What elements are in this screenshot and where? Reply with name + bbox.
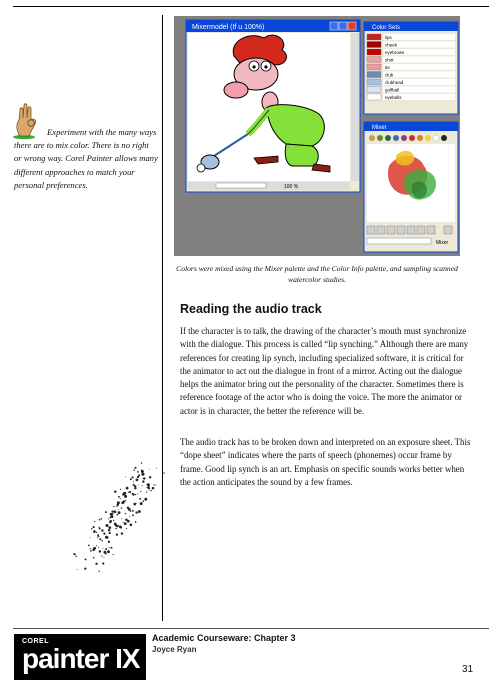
splatter-dot: [126, 528, 127, 529]
splatter-dot: [150, 490, 151, 491]
splatter-dot: [99, 528, 101, 530]
splatter-dot: [124, 522, 127, 525]
splatter-dot: [117, 514, 119, 516]
splatter-dot: [115, 528, 117, 530]
splatter-dot: [118, 509, 119, 510]
splatter-dot: [129, 491, 131, 493]
vertical-scrollbar[interactable]: [351, 33, 359, 181]
close-button[interactable]: [348, 22, 356, 30]
splatter-dot: [85, 558, 87, 560]
splatter-dot: [114, 510, 117, 513]
splatter-dot: [111, 510, 113, 512]
splatter-dot: [118, 496, 120, 498]
splatter-dot: [141, 470, 144, 473]
splatter-dot: [121, 532, 123, 534]
splatter-dot: [108, 518, 109, 519]
color-set-name: golfball: [385, 87, 400, 93]
splatter-dot: [97, 534, 99, 536]
color-set-name: cheek: [385, 42, 398, 48]
minimize-button[interactable]: [330, 22, 338, 30]
splatter-dot: [132, 493, 134, 495]
color-swatch[interactable]: [367, 94, 381, 100]
color-set-row[interactable]: [367, 34, 455, 40]
color-swatch[interactable]: [367, 57, 381, 63]
color-swatch[interactable]: [367, 79, 381, 85]
splatter-dot: [102, 548, 103, 549]
splatter-dot: [144, 498, 147, 501]
splatter-dot: [130, 523, 133, 526]
splatter-dot: [120, 526, 122, 528]
color-set-row[interactable]: [367, 49, 455, 55]
logo-product-text: [22, 643, 140, 675]
figure-screenshot: [174, 16, 460, 256]
splatter-dot: [134, 483, 135, 484]
splatter-dot: [113, 506, 114, 507]
body-paragraph-1: If the character is to talk, the drawing of the character’s mouth must synchronize with the dialogue. This process is called “lip synching.” Although there are many references for creating lip synch, including specialized software, it is critical for the animator to act out the dialogue in front of a mirror. Acting out the dialogue helps the animator bring out the personality of the character. Sometimes there is reference footage of the actor who is doing the voice. The more the animator or actor is in character, the better the reference will be.: [180, 326, 469, 416]
color-swatch[interactable]: [367, 72, 381, 78]
splatter-dot: [163, 472, 164, 473]
splatter-dot: [93, 530, 96, 533]
splatter-dot: [135, 511, 137, 513]
splatter-dot: [108, 541, 110, 543]
color-set-row[interactable]: [367, 42, 455, 48]
sidebar-tip-text: Experiment with the many ways there are to mix color. There is no right or wrong way. Corel Painter allows many different approaches to match your personal preferences.: [14, 127, 158, 190]
splatter-dot: [99, 538, 101, 540]
color-set-list: [367, 34, 455, 100]
splatter-dot: [133, 481, 134, 482]
splatter-dot: [137, 471, 139, 473]
splatter-dot: [135, 494, 136, 495]
mixer-zoom-slider[interactable]: [367, 238, 431, 244]
splatter-dot: [127, 506, 129, 508]
splatter-dot: [77, 569, 78, 570]
splatter-dot: [142, 485, 143, 486]
splatter-dot: [117, 506, 118, 507]
corel-painter-logo: [14, 634, 146, 680]
color-set-name: tie: [385, 65, 390, 70]
splatter-dot: [94, 521, 95, 522]
splatter-dot: [101, 540, 103, 542]
mixer-zoom-label: Mixer: [436, 240, 449, 246]
color-swatch[interactable]: [367, 64, 381, 70]
splatter-dot: [152, 487, 155, 490]
color-set-name: eyeballs: [385, 95, 402, 100]
splatter-dot: [98, 547, 99, 548]
splatter-dot: [155, 484, 156, 485]
course-author: Joyce Ryan: [152, 645, 197, 654]
splatter-dot: [121, 507, 122, 508]
splatter-dot: [147, 483, 150, 486]
color-swatch[interactable]: [367, 49, 381, 55]
splatter-dot: [98, 527, 99, 528]
splatter-dot: [93, 557, 95, 559]
splatter-dot: [103, 533, 105, 535]
figure-caption: Colors were mixed using the Mixer palette and the Color Info palette, and sampling scanned watercolor studies.: [176, 264, 458, 284]
splatter-dot: [120, 498, 121, 499]
splatter-dot: [91, 528, 93, 530]
splatter-dot: [93, 547, 96, 550]
splatter-dot: [125, 513, 126, 514]
color-set-name: club: [385, 72, 394, 78]
color-set-name: lips: [385, 35, 392, 40]
splatter-dot: [132, 514, 134, 516]
splatter-dot: [156, 468, 157, 469]
splatter-dot: [124, 495, 127, 498]
splatter-dot: [128, 492, 129, 493]
splatter-dot: [142, 500, 144, 502]
splatter-dot: [134, 485, 136, 487]
splatter-dot: [137, 493, 138, 494]
painter-screenshot-graphic: [174, 16, 460, 256]
splatter-dot: [109, 517, 110, 518]
splatter-dot: [125, 500, 126, 501]
splatter-dot: [101, 529, 103, 531]
splatter-dot: [113, 520, 114, 521]
splatter-dot: [135, 503, 136, 504]
splatter-dot: [108, 526, 111, 529]
splatter-dot: [141, 462, 143, 464]
splatter-dot: [140, 491, 141, 492]
splatter-dot: [136, 479, 139, 482]
splatter-dot: [133, 469, 135, 471]
splatter-dot: [102, 562, 104, 564]
footer-rule: [13, 628, 489, 629]
splatter-dot: [105, 536, 107, 538]
splatter-dot: [99, 519, 100, 520]
splatter-dot: [132, 476, 134, 478]
splatter-dot: [125, 519, 128, 522]
splatter-dot: [123, 492, 126, 495]
status-bar: [188, 182, 350, 190]
splatter-dot: [98, 536, 99, 537]
color-set-name: eyebrows: [385, 50, 405, 55]
splatter-dot: [95, 563, 97, 565]
splatter-dot: [138, 510, 141, 513]
splatter-dot: [98, 571, 99, 572]
color-sets-title: Color Sets: [372, 25, 401, 31]
splatter-dot: [138, 474, 140, 476]
splatter-dot: [90, 548, 91, 549]
top-rule: [13, 6, 489, 7]
splatter-dot: [116, 533, 118, 535]
splatter-dot: [149, 489, 150, 490]
color-swatch[interactable]: [367, 34, 381, 40]
splatter-dot: [96, 545, 97, 546]
logo-corel-text: COREL: [22, 638, 49, 645]
splatter-dot: [110, 515, 113, 518]
splatter-dot: [84, 567, 86, 569]
splatter-dot: [90, 550, 92, 552]
color-set-row[interactable]: [367, 94, 455, 100]
splatter-dot: [149, 469, 150, 470]
splatter-dot: [146, 491, 147, 492]
doc-zoom-label: 100 %: [284, 184, 299, 190]
splatter-dot: [103, 557, 104, 558]
mixer-title: Mixer: [372, 125, 387, 131]
splatter-dot: [96, 532, 97, 533]
splatter-dot: [133, 511, 134, 512]
body-paragraph-2: The audio track has to be broken down and interpreted on an exposure sheet. This “dope sheet” indicates where the parts of speech (phonemes) occur frame by frame. Good lip synch is an art. Emphasis on specific sounds works better when the action anticipates the sound by a few frames.: [180, 437, 471, 487]
splatter-dot: [75, 555, 77, 557]
splatter-dot: [90, 537, 91, 538]
splatter-dot: [110, 513, 111, 514]
splatter-dot: [143, 473, 145, 475]
splatter-dot: [118, 525, 119, 526]
splatter-dot: [73, 553, 75, 555]
splatter-dot: [120, 489, 121, 490]
color-set-row[interactable]: [367, 64, 455, 70]
splatter-dot: [113, 554, 114, 555]
splatter-dot: [146, 487, 147, 488]
splatter-dot: [105, 548, 107, 550]
logo-product-name: painter: [22, 643, 109, 674]
splatter-dot: [140, 502, 143, 505]
color-set-name: clubhead: [385, 80, 404, 85]
splatter-dot: [109, 547, 110, 548]
splatter-dot: [135, 521, 137, 523]
splatter-dot: [109, 532, 111, 534]
splatter-dot: [130, 478, 132, 480]
page-number: 31: [462, 664, 474, 675]
splatter-dot: [97, 536, 98, 537]
splatter-dot: [93, 526, 95, 528]
splatter-dot: [123, 500, 126, 503]
splatter-dot: [143, 478, 144, 479]
splatter-dot: [101, 555, 102, 556]
zoom-slider[interactable]: [216, 183, 266, 188]
splatter-dot: [105, 511, 107, 513]
splatter-dot: [105, 552, 107, 554]
splatter-dot: [125, 476, 126, 477]
paint-splatter-decoration: [70, 458, 170, 578]
splatter-dot: [117, 501, 120, 504]
splatter-dot: [139, 498, 141, 500]
splatter-dot: [106, 524, 109, 527]
splatter-dot: [130, 510, 132, 512]
splatter-dot: [142, 480, 144, 482]
section-heading: Reading the audio track: [180, 302, 322, 316]
doc-window-title: Mixermodel (If u 100%): [192, 24, 265, 31]
splatter-dot: [149, 476, 151, 478]
splatter-dot: [153, 484, 154, 485]
splatter-dot: [101, 518, 103, 520]
splatter-dot: [115, 524, 117, 526]
splatter-dot: [88, 545, 90, 547]
color-set-row[interactable]: [367, 79, 455, 85]
sidebar-tip: [14, 126, 158, 192]
color-set-row[interactable]: [367, 72, 455, 78]
splatter-dot: [119, 511, 120, 512]
splatter-dot: [134, 467, 136, 469]
splatter-dot: [112, 513, 114, 515]
logo-version: IX: [115, 643, 140, 674]
splatter-dot: [109, 521, 111, 523]
color-swatch[interactable]: [367, 87, 381, 93]
color-swatch[interactable]: [367, 42, 381, 48]
course-title: Academic Courseware: Chapter 3: [152, 633, 296, 643]
splatter-dot: [123, 522, 124, 523]
maximize-button[interactable]: [339, 22, 347, 30]
splatter-dot: [129, 516, 130, 517]
color-set-name: shirt: [385, 57, 394, 63]
splatter-dot: [108, 529, 110, 531]
splatter-dot: [114, 490, 116, 492]
color-set-row[interactable]: [367, 57, 455, 63]
splatter-dot: [126, 487, 129, 490]
splatter-dot: [107, 550, 110, 553]
color-set-row[interactable]: [367, 87, 455, 93]
splatter-dot: [121, 518, 122, 519]
splatter-dot: [148, 488, 150, 490]
splatter-dot: [111, 547, 113, 549]
splatter-dot: [138, 484, 139, 485]
splatter-dot: [99, 550, 101, 552]
